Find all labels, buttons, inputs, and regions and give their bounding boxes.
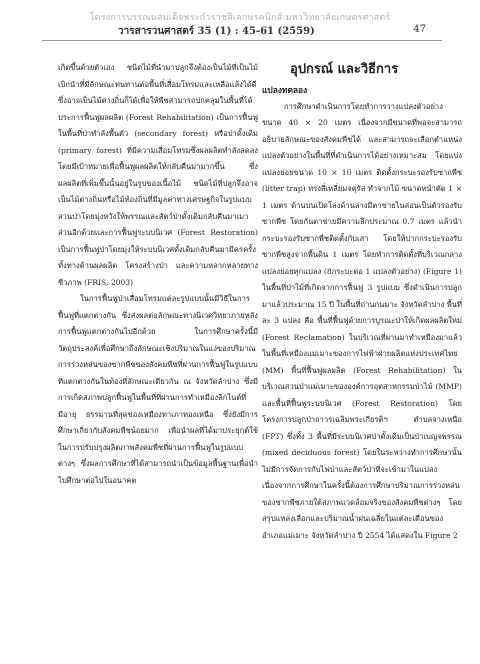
body-paragraph: เกิดขึ้นด้วยตัวเอง ชนิดไม้ที่นำมาปลูกจึงต้องเป็นไม้ที่เป็นไม้เบิกนำที่มีลักษณะทนทานต่อพื้นที่เสื่อมโทรมและเหลือแล้งได้ดีซึ่งอาจเป็นไม้ต่างถิ่นก็ได้เพื่อให้พืชสามารถปกคลุมในพื้นที่ได้ประการฟื้นฟูผลผลิต (Forest Rehabilitation) เป็นการฟื้นฟูในพื้นที่ป่าทำลังพื้นตัว (secondary forest) หรือป่าดั้งเดิม (primary forest) ที่มีความเสื่อมโทรมซึ่งผลผลิตทำลังลดลง โดยมีเป้าหมายเพื่อฟื้นฟูผลผลิตให้กลับคืนมามากขึ้น ซึ่งผลผลิตที่เพิ่มขึ้นนั้นอยู่ในรูปของเนื้อไม้ ชนิดไม้ที่ปลูกจึงอาจเป็นไม้ต่างถิ่นหรือไม้ท้องถิ่นที่มีมูลค่าทางเศรษฐกิจในรูปแบบสวนป่าโดยมุ่งหวังให้พรรณและสัตว์ป่าดั้งเดิมกลับคืนมาเมาส่วนอีกด้วยและการฟื้นฟูระบบนิเวศ (Forest Restoration) เป็นการฟื้นฟูป่าโดยมุ่งให้ระบบนิเวศดั้งเดิมกลับคืนมามีครครั้งทั้งทางด้านผลผลิต โครงสร้างป่า และความหลากหลายทางชีวภาพ (FRIS, 2003) bbox=[58, 63, 258, 287]
body-paragraph: การศึกษาดำเนินการโดยทำการวางแปลงตัวอย่างขนาด 40 × 20 เมตร เนื่องจากมีขนาดที่พอจะสามารถอธิบายลักษณะของสังคมพืชได้ และสามารถจะเลือกตำแหน่งแปลงตัวอย่างในพื้นที่ที่ดำเนินการได้อย่างเหมาะสม โดยแบ่งแปลงย่อยขนาด 10 × 10 เมตร ติดตั้งกระบะรองรับซากพืช (litter trap) ทรงสี่เหลี่ยมจตุรัส ทำจากไม้ ขนาดหน้าตัด 1 × 1 เมตร ด้านบนเปิดโล่งด้านล่างมีตาข่ายไนล่อนเป็นตัวรองรับซากพืช โดยกันตาข่ายมีความลึกประมาณ 0.7 เมตร แล้วนำกระบะรองรับซากพืชติดตั้งกับเสา โดยให้ปากกระบะรองรับซากพืชสูงจากพื้นดิน 1 เมตร โดยทำการติดตั้งที่บริเวณกลางแปลงย่อยทุกแปลง (8กระบะต่อ 1 แปลงตัวอย่าง) (Figure 1) ในพื้นที่ป่าไม้ที่เกิดจากการฟื้นฟู 3 รูปแบบ ซึ่งดำเนินการปลูกมาแล้วประมาณ 15 ปี ในพื้นที่ถ่านกนมาะ จังหวัดลำปาง พื้นที่ละ 3 แปลง คือ พื้นที่ฟื้นฟูด้วยการบูรณะป่าให้เกิดผลผลิตใหม่ (Forest Reclamation) ในบริเวณที่ผ่านมาทำเหมืองมาแล้วในพื้นที่เหมืองแม่เมาะของการไฟฟ้าฝ่ายผลิตแห่งประเทศไทย (MM) พื้นที่ฟื้นฟูผลผลิต (Forest Rehabilitation) ในบริเวณสวนป่าแม่เมาะขององค์การอุตสาหกรรมป่าไม้ (MMP) และพื้นที่ฟื้นฟูระบบนิเวศ (Forest Restoration) โดยโครงการปลูกป่าถาวรเฉลิมพระเกียรติฯ ตำบลจางเหนือ (FPT) ซึ่งทั้ง 3 พื้นที่มีระบบนิเวศป่าดั้งเดิมเป็นป่าเบญจพรรณ (mixed deciduous forest) โดยในระหว่างทำการศึกษานั้นไม่มีการจัดการกับไฟป่าและสัตว์ป่าที่จะเข้ามาในแปลงเนื่องจากการศึกษาในครั้งนี้ต้องการศึกษาปริมาณการร่วงหล่นของซากพืชภายใต้สภาพแวดล้อมจริงของสังคมพืชต่างๆ โดยสรุปแหล่งเลือกและปริมาณน้ำฝนเฉลี่ยในแต่ละเดือนของอำเภอแม่เมาะ จังหวัดลำปาง ปี 2554 ได้แสดงใน Figure 2 bbox=[262, 101, 462, 540]
page-number: 47 bbox=[413, 24, 426, 35]
right-column bbox=[262, 82, 462, 544]
subheading: แปลงทดลอง bbox=[262, 85, 308, 95]
running-head: โครงการบรรณมสมเด็จพระกำราชสิเลกษรคนิกส์ มหาวิทยาลัยเกษตรศาสตร์ bbox=[89, 13, 391, 23]
left-column bbox=[58, 60, 258, 489]
journal-citation: วารสารวนศาสตร์ 35 (1) : 45-61 (2559) bbox=[118, 26, 315, 37]
page-header bbox=[0, 0, 480, 44]
section-title: อุปกรณ์ และวิธีการ bbox=[290, 62, 399, 77]
body-paragraph: ในการฟื้นฟูป่าเสื่อมโทรมแต่ละรูปแบบนั้นมีวิธีในการฟื้นฟูที่แตกต่างกัน ซึ่งส่งผลต่อลักษณะทางนิเวศวิทยาภายหลังการฟื้นฟูแตกต่างกันไปอีกด้วย ในการศึกษาครั้งนี้มีวัตถุประสงค์เพื่อศึกษาถึงลักษณะเชิงปริมาณในแง่ของปริมาณการร่วงหล่นของซากพืชของสังคมพืชที่ผ่านการฟื้นฟูในรูปแบบที่แตกต่างกันในท้องที่ลักษณะเดียวกัน ณ จังหวัดลำปาง ซึ่งมีการเกิดสภาพปลูกฟื้นฟูในพื้นที่ที่ผ่านการทำเหมืองลิกไนต์ที่มีอายุ ธรรมานที่สุดของเหมืองทาเภาทองเหนือ ซึ่งยังมีการศึกษาเกี่ยวกับสังคมพืชน้อยมาก เพื่อนำผลที่ได้มาประยุกต์ใช้ในการปรับปรุงผลิตภาพสังคมพืชที่ผ่านการฟื้นฟูในรูปแบบต่างๆ ซึ่งผลการศึกษาที่ได้สามารถนำเป็นข้อมูลพื้นฐานเพื่อนำไปศึกษาต่อไปในอนาคต bbox=[58, 294, 258, 485]
header-rule bbox=[42, 40, 442, 41]
